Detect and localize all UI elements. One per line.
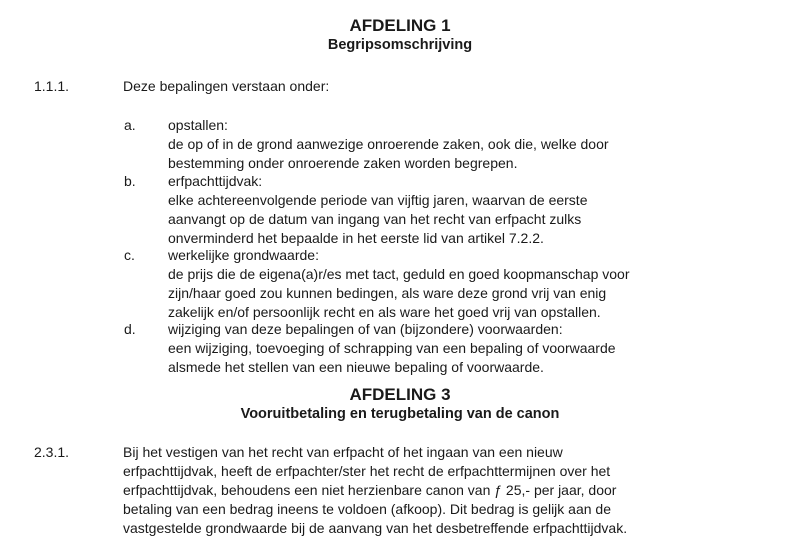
item-a-line-1: de op of in de grond aanwezige onroerende zaken, ook die, welke door [168, 136, 609, 152]
section-3-heading [0, 385, 800, 424]
section-3-subtitle: Vooruitbetaling en terugbetaling van de canon [240, 406, 560, 422]
item-d [168, 320, 788, 377]
article-2-3-1-line-1: Bij het vestigen van het recht van erfpacht of het ingaan van een nieuw [123, 444, 563, 460]
item-b-line-1: elke achtereenvolgende periode van vijftig jaren, waarvan de eerste [168, 192, 588, 208]
article-1-1-1-intro: Deze bepalingen verstaan onder: [123, 78, 330, 94]
article-2-3-1-line-3: erfpachttijdvak, behoudens een niet herzienbare canon van ƒ 25,- per jaar, door [123, 482, 617, 498]
item-c-term: werkelijke grondwaarde: [168, 247, 319, 263]
article-2-3-1-line-5: vastgestelde grondwaarde bij de aanvang van het desbetreffende erfpachttijdvak. [123, 520, 628, 536]
section-1-heading [0, 16, 800, 55]
item-b-line-2: aanvangt op de datum van ingang van het recht van erfpacht zulks [168, 211, 582, 227]
item-a-letter: a. [124, 117, 136, 133]
item-c-line-1: de prijs die de eigena(a)r/es met tact, geduld en goed koopmanschap voor [168, 266, 630, 282]
article-2-3-1-line-2: erfpachttijdvak, heeft de erfpachter/ster het recht de erfpachttermijnen over het [123, 463, 611, 479]
item-d-line-1: een wijziging, toevoeging of schrapping van een bepaling of voorwaarde [168, 340, 616, 356]
item-a [168, 116, 788, 173]
item-c-letter: c. [124, 247, 135, 263]
item-a-term: opstallen: [168, 117, 228, 133]
article-1-1-1-number: 1.1.1. [34, 78, 70, 94]
item-c-line-2: zijn/haar goed zou kunnen bedingen, als ware deze grond vrij van enig [168, 285, 607, 301]
item-b [168, 172, 788, 248]
item-d-term: wijziging van deze bepalingen of van (bijzondere) voorwaarden: [168, 321, 563, 337]
item-c-line-3: zakelijk en/of persoonlijk recht en als ware het goed vrij van opstallen. [168, 304, 601, 320]
article-2-3-1-body [123, 443, 763, 538]
section-1-title: AFDELING 1 [349, 16, 451, 35]
item-c [168, 246, 788, 322]
item-b-term: erfpachttijdvak: [168, 173, 263, 189]
item-b-line-3: onverminderd het bepaalde in het eerste lid van artikel 7.2.2. [168, 230, 544, 246]
item-b-letter: b. [124, 173, 136, 189]
article-2-3-1-line-4: betaling van een bedrag ineens te voldoen (afkoop). Dit bedrag is gelijk aan de [123, 501, 611, 517]
item-a-line-2: bestemming onder onroerende zaken worden begrepen. [168, 155, 518, 171]
item-d-letter: d. [124, 321, 136, 337]
section-3-title: AFDELING 3 [349, 385, 451, 404]
section-1-subtitle: Begripsomschrijving [327, 37, 473, 53]
article-2-3-1-number: 2.3.1. [34, 444, 70, 460]
item-d-line-2: alsmede het stellen van een nieuwe bepaling of voorwaarde. [168, 359, 544, 375]
